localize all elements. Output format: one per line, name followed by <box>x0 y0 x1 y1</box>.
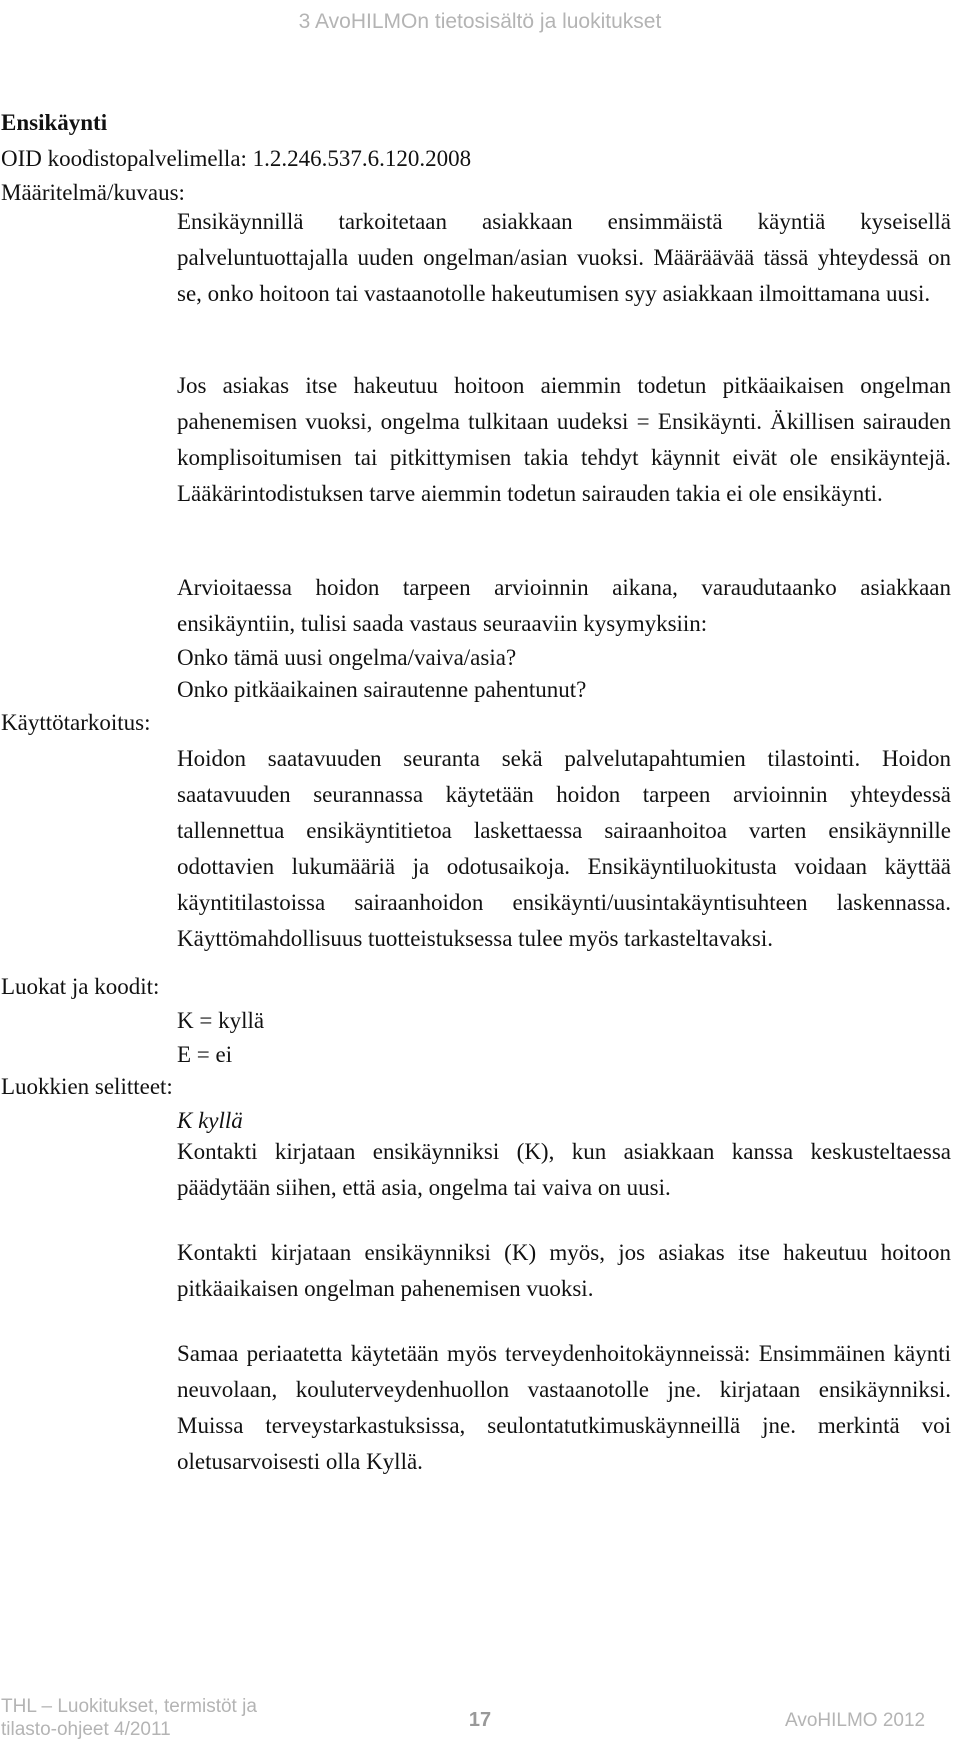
code-k: K = kyllä <box>177 1008 265 1033</box>
footer-left <box>1 1695 257 1741</box>
running-header: 3 AvoHILMOn tietosisältö ja luokitukset <box>298 10 662 33</box>
definition-paragraph-2: Jos asiakas itse hakeutuu hoitoon aiemmin todetun pitkäaikaisen ongelman pahenemisen vuoksi, ongelma tulkitaan uudeksi = Ensikäynti. Äkillisen sairauden komplisoitumisen tai pitkittymisen takia tehdyt käynnit eivät ole ensikäyntejä. Lääkärintodistuksen tarve aiemmin todetun sairauden takia ei ole ensikäynti. <box>177 373 951 506</box>
k-heading: K kyllä <box>177 1108 243 1133</box>
k-paragraph-3: Samaa periaatetta käytetään myös terveydenhoitokäynneissä: Ensimmäinen käynti neuvolaan, kouluterveydenhuollon vastaanotolle jne. kirjataan ensikäynniksi. Muissa terveystarkastuksissa, seulontatutkimuskäynneillä jne. merkintä voi oletusarvoisesti olla Kyllä. <box>177 1341 951 1474</box>
k-paragraph-1: Kontakti kirjataan ensikäynniksi (K), kun asiakkaan kanssa keskusteltaessa päädytään siihen, että asia, ongelma tai vaiva on uusi. <box>177 1139 951 1200</box>
k-paragraph-2: Kontakti kirjataan ensikäynniksi (K) myös, jos asiakas itse hakeutuu hoitoon pitkäaikaisen ongelman pahenemisen vuoksi. <box>177 1240 951 1301</box>
footer-right: AvoHILMO 2012 <box>785 1710 926 1731</box>
section-title: Ensikäynti <box>1 110 108 135</box>
codes-label: Luokat ja koodit: <box>1 974 160 999</box>
question-1: Onko tämä uusi ongelma/vaiva/asia? <box>177 645 517 670</box>
definition-paragraph-3: Arvioitaessa hoidon tarpeen arvioinnin aikana, varaudutaanko asiakkaan ensikäyntiin, tulisi saada vastaus seuraaviin kysymyksiin: <box>177 575 951 636</box>
question-2: Onko pitkäaikainen sairautenne pahentunut? <box>177 677 587 702</box>
definition-paragraph-1: Ensikäynnillä tarkoitetaan asiakkaan ensimmäistä käyntiä kyseisellä palveluntuottajalla uuden ongelman/asian vuoksi. Määräävää tässä yhteydessä on se, onko hoitoon tai vastaanotolle hakeutumisen syy asiakkaan ilmoittamana uusi. <box>177 209 951 306</box>
page-number: 17 <box>468 1709 492 1731</box>
explanations-label: Luokkien selitteet: <box>1 1074 173 1099</box>
definition-label: Määritelmä/kuvaus: <box>1 180 185 205</box>
code-e: E = ei <box>177 1042 233 1067</box>
footer-left-line-2: tilasto-ohjeet 4/2011 <box>1 1719 171 1740</box>
usage-label: Käyttötarkoitus: <box>1 710 151 735</box>
oid-line: OID koodistopalvelimella: 1.2.246.537.6.120.2008 <box>1 146 472 171</box>
footer-left-line-1: THL – Luokitukset, termistöt ja <box>1 1696 257 1717</box>
usage-paragraph: Hoidon saatavuuden seuranta sekä palvelutapahtumien tilastointi. Hoidon saatavuuden seurannassa käytetään hoidon tarpeen arvioinnin yhteydessä tallennettua ensikäyntitietoa laskettaessa sairaanhoitoa varten ensikäynnille odottavien lukumääriä ja odotusaikoja. Ensikäyntiluokitusta voidaan käyttää käyntitilastoissa sairaanhoidon ensikäynti/uusintakäyntisuhteen laskennassa. Käyttömahdollisuus tuotteistuksessa tulee myös tarkasteltavaksi. <box>177 746 951 951</box>
